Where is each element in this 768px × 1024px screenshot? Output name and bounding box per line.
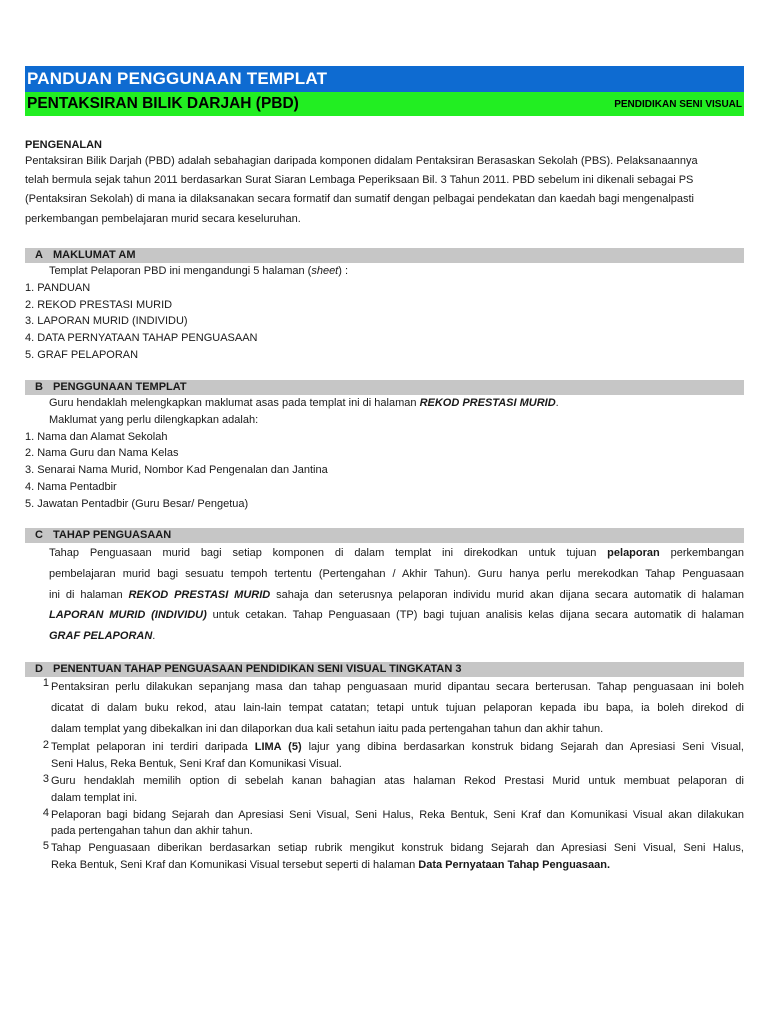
intro-line: telah bermula sejak tahun 2011 berdasarkan Surat Siaran Lembaga Peperiksaan Bil. 3 Tahun 2011. PBD sebelum ini dikenali sebagai PS <box>25 174 694 187</box>
text: ini di halaman <box>49 588 129 601</box>
numbered-item <box>25 677 744 739</box>
section-a <box>25 248 744 364</box>
text-bold-italic: GRAF PELAPORAN <box>49 630 153 643</box>
section-d-header <box>25 662 744 677</box>
item-line: Guru hendaklah memilih option di sebelah kanan bahagian atas halaman Rekod Prestasi Murid untuk membuat pelaporan di <box>51 774 744 787</box>
list-item: 3. LAPORAN MURID (INDIVIDU) <box>25 315 188 328</box>
text-italic: sheet <box>311 265 339 277</box>
section-title: PENENTUAN TAHAP PENGUASAAN PENDIDIKAN SENI VISUAL TINGKATAN 3 <box>53 663 462 675</box>
section-d-body <box>25 677 744 874</box>
section-key: B <box>35 381 43 393</box>
document-page <box>25 66 744 871</box>
numbered-item <box>25 807 744 841</box>
text: Tahap Penguasaan murid bagi setiap komponen di dalam templat ini direkodkan untuk tujuan <box>49 547 608 559</box>
text: Templat Pelaporan PBD ini mengandungi 5 halaman ( <box>49 265 312 277</box>
text-bold-italic: LAPORAN MURID (INDIVIDU) <box>49 609 207 622</box>
list-item: 5. GRAF PELAPORAN <box>25 348 139 361</box>
paragraph-line <box>49 543 744 564</box>
list-item: 5. Jawatan Pentadbir (Guru Besar/ Pengetua) <box>25 497 249 510</box>
item-line: Tahap Penguasaan diberikan berdasarkan setiap rubrik mengikut konstruk bidang Sejarah dan Apresiasi Seni Visual, Seni Halus, <box>51 842 744 855</box>
item-number: 2 <box>42 739 49 752</box>
text: untuk cetakan. Tahap Penguasaan (TP) bagi tujuan analisis kelas dijana secara automatik di halaman <box>206 609 744 622</box>
text-bold: pelaporan <box>607 547 660 559</box>
subtitle: PENTAKSIRAN BILIK DARJAH (PBD) <box>27 95 299 112</box>
text-bold: LIMA (5) <box>254 741 302 754</box>
section-intro <box>49 263 744 280</box>
section-c <box>25 528 744 647</box>
item-line <box>51 857 744 874</box>
paragraph-line <box>49 605 744 626</box>
item-line: dalam templat ini. <box>51 791 138 804</box>
text: ) : <box>338 265 349 277</box>
intro-line: Pentaksiran Bilik Darjah (PBD) adalah sebahagian daripada komponen didalam Pentaksiran Berasaskan Sekolah (PBS). Pelaksanaannya <box>25 155 698 167</box>
section-b-body <box>25 395 744 513</box>
item-line: dicatat di dalam buku rekod, atau lain-lain tempat catatan; tetapi untuk tujuan pelaporan kepada ibu bapa, ia boleh direkod di <box>51 701 744 714</box>
section-a-body <box>25 263 744 364</box>
text: lajur yang dibina berdasarkan konstruk bidang Sejarah dan Apresiasi Seni Visual, <box>301 741 744 754</box>
subtitle-bar <box>25 92 744 116</box>
text: . <box>152 630 156 643</box>
list-item: 2. REKOD PRESTASI MURID <box>25 298 173 311</box>
list-item: 2. Nama Guru dan Nama Kelas <box>25 447 179 460</box>
section-key: C <box>35 529 43 541</box>
section-d <box>25 662 744 874</box>
intro-heading: PENGENALAN <box>25 139 103 151</box>
section-title: TAHAP PENGUASAAN <box>53 529 172 541</box>
item-number: 3 <box>42 772 49 785</box>
section-b-header <box>25 380 744 395</box>
section-subintro: Maklumat yang perlu dilengkapkan adalah: <box>49 413 259 426</box>
section-key: D <box>35 663 43 675</box>
intro-section <box>25 138 744 229</box>
item-line: dalam templat yang dibekalkan ini dan dilaporkan dua kali setahun iaitu pada pertengahan tahun dan akhir tahun. <box>51 722 604 735</box>
paragraph-line <box>49 626 744 647</box>
section-title: PENGGUNAAN TEMPLAT <box>53 381 187 393</box>
intro-line: perkembangan pembelajaran murid secara keseluruhan. <box>25 212 301 225</box>
section-key: A <box>35 249 43 261</box>
paragraph-line: pembelajaran murid bagi sesuatu tempoh tertentu (Pertengahan / Akhir Tahun). Guru hanya perlu merekodkan Tahap Penguasaan <box>49 567 744 580</box>
section-a-header <box>25 248 744 263</box>
numbered-item <box>25 840 744 874</box>
paragraph-line <box>49 585 744 606</box>
list-item: 4. DATA PERNYATAAN TAHAP PENGUASAAN <box>25 332 258 345</box>
list-item: 1. PANDUAN <box>25 281 91 294</box>
text-bold-italic: REKOD PRESTASI MURID <box>128 588 271 601</box>
text: Templat pelaporan ini terdiri daripada <box>51 741 255 754</box>
section-c-body <box>25 543 744 647</box>
section-b <box>25 380 744 513</box>
item-number: 1 <box>42 677 49 689</box>
text: . <box>555 397 559 409</box>
list-item: 4. Nama Pentadbir <box>25 480 117 493</box>
item-number: 4 <box>42 806 49 819</box>
page-title: PANDUAN PENGGUNAAN TEMPLAT <box>25 66 744 92</box>
text: Guru hendaklah melengkapkan maklumat asas pada templat ini di halaman <box>49 397 420 409</box>
numbered-item <box>25 739 744 773</box>
item-line: Pelaporan bagi bidang Sejarah dan Apresiasi Seni Visual, Seni Halus, Reka Bentuk, Seni Kraf dan Komunikasi Visual akan dilakukan <box>51 808 744 821</box>
numbered-item <box>25 773 744 807</box>
text-bold: Data Pernyataan Tahap Penguasaan. <box>418 858 611 871</box>
text: perkembangan <box>659 547 744 559</box>
list-item: 3. Senarai Nama Murid, Nombor Kad Pengenalan dan Jantina <box>25 464 328 477</box>
item-line <box>51 739 744 756</box>
item-line: Pentaksiran perlu dilakukan sepanjang masa dan tahap penguasaan murid dipantau secara berterusan. Tahap penguasaan ini boleh <box>51 681 744 693</box>
item-line: Seni Halus, Reka Bentuk, Seni Kraf dan Komunikasi Visual. <box>51 758 342 771</box>
text: Reka Bentuk, Seni Kraf dan Komunikasi Visual tersebut seperti di halaman <box>51 858 419 871</box>
text: sahaja dan seterusnya pelaporan individu murid akan dijana secara automatik di halaman <box>270 588 744 601</box>
item-line: pada pertengahan tahun dan akhir tahun. <box>51 825 253 838</box>
list-item: 1. Nama dan Alamat Sekolah <box>25 430 168 443</box>
subject-label: PENDIDIKAN SENI VISUAL <box>614 98 742 110</box>
item-number: 5 <box>42 840 49 853</box>
text-bold-italic: REKOD PRESTASI MURID <box>419 397 556 409</box>
section-intro <box>49 395 744 412</box>
section-c-header <box>25 528 744 543</box>
section-title: MAKLUMAT AM <box>53 249 136 261</box>
intro-line: (Pentaksiran Sekolah) di mana ia dilaksanakan secara formatif dan sumatif dengan pelbagai pendekatan dan kaedah bagi mengenalpasti <box>25 193 694 206</box>
